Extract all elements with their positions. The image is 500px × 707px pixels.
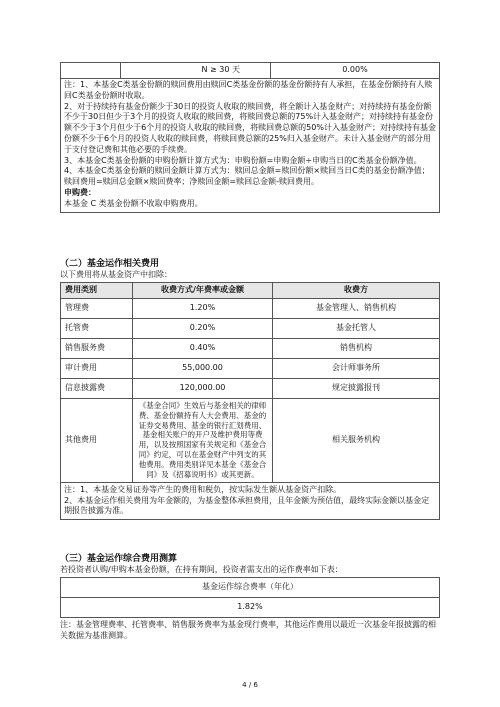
redemption-notes [60, 78, 440, 213]
operating-fees-notes [60, 483, 440, 520]
purchase-fee-label: 申购费： [64, 187, 96, 197]
table-row [61, 597, 440, 617]
note-paragraph: 3、本基金C类基金份额的申购份额计算方式为：申购份额=申购金额÷申购当日的C类基金份额净值。 [64, 155, 422, 165]
fee-type-cell: 审计费用 [61, 358, 133, 378]
fee-type-cell: 托管费 [61, 318, 133, 338]
section-title: （三）基金运作综合费用测算 [60, 554, 178, 564]
table-row [61, 63, 440, 79]
column-header: 收费方式/年费率或金额 [133, 282, 273, 298]
table-row [61, 318, 440, 338]
column-header: 收费方 [273, 282, 440, 298]
section-title: （二）基金运作相关费用 [60, 259, 160, 269]
fee-payee-cell: 相关服务机构 [273, 398, 440, 482]
section-intro: 以下费用将从基金资产中扣除： [60, 270, 172, 280]
fee-rate-cell: 120,000.00 [133, 378, 273, 398]
page-number: 4 / 6 [242, 681, 258, 689]
note-paragraph: 注：1、本基金C类基金份额的赎回费用由赎回C类基金份额的基金份额持有人承担，在基金份额持有人赎回C类基金份额时收取。 [64, 80, 433, 100]
operating-fees-table [60, 282, 440, 483]
redemption-rate-cell: 0.00% [271, 63, 440, 79]
holding-period-cell: N ≥ 30 天 [121, 63, 271, 79]
table-header-row [61, 282, 440, 298]
redemption-fee-tail-table [60, 62, 440, 79]
fee-rate-cell: 55,000.00 [133, 358, 273, 378]
note-paragraph: 注：基金管理费率、托管费率、销售服务费率为基金现行费率，其他运作费用以最近一次基金年报披露的相关数据为基准测算。 [60, 619, 436, 640]
fee-description-cell: 《基金合同》生效后与基金相关的律师费、基金份额持有人大会费用、基金的证券交易费用、基金的银行汇划费用、基金相关账户的开户及维护费用等费用，以及按照国家有关规定和《基金合同》约定，可以在基金财产中列支的其他费用。费用类别详见本基金《基金合同》及《招募说明书》或其更新。 [133, 398, 273, 482]
note-paragraph: 2、本基金运作相关费用为年金额的，为基金整体承担费用，且年金额为预估值，最终实际金额以基金定期报告披露为准。 [64, 495, 430, 516]
table-row [61, 398, 440, 482]
column-header: 费用类别 [61, 282, 133, 298]
table-row [61, 378, 440, 398]
fee-payee-cell: 基金托管人 [273, 318, 440, 338]
note-paragraph: 4、本基金C类基金份额的赎回金额计算方式为：赎回总金额=赎回份额×赎回当日C类的基金份额净值；赎回费用=赎回总金额×赎回费率；净赎回金额=赎回总金额-赎回费用。 [64, 166, 430, 187]
fee-type-cell: 其他费用 [61, 398, 133, 482]
fee-rate-cell: 0.40% [133, 338, 273, 358]
column-header: 基金运作综合费率（年化） [61, 577, 440, 597]
note-paragraph: 注：1、本基金交易证券等产生的费用和税负，按实际发生额从基金资产扣除。 [64, 484, 342, 494]
fee-type-cell: 信息披露费 [61, 378, 133, 398]
table-row [61, 298, 440, 318]
comprehensive-fee-table [60, 577, 440, 618]
section-comprehensive-fee [60, 553, 440, 642]
table-header-row [61, 577, 440, 597]
purchase-fee-text: 本基金 C 类基金份额不收取申购费用。 [64, 198, 203, 208]
table-row [61, 358, 440, 378]
fee-payee-cell: 规定披露报刊 [273, 378, 440, 398]
comprehensive-fee-note [60, 620, 440, 642]
section-operating-fees [60, 258, 440, 520]
table-row [61, 338, 440, 358]
note-paragraph: 2、对于持续持有基金份额少于30日的投资人收取的赎回费，将全额计入基金财产；对持续持有基金份额不少于30日但少于3个月的投资人收取的赎回费，将赎回费总额的75%计入基金财产；对持续持有基金份额不少于3个月但少于6个月的投资人收取的赎回费，将赎回费总额的50%计入基金财产；对持续持有基金份额不少于6个月的投资人收取的赎回费，将赎回费总额的25%归入基金财产。未计入基金财产的部分用于支付登记费和其他必要的手续费。 [64, 101, 436, 154]
fee-rate-cell: 0.20% [133, 318, 273, 338]
fee-payee-cell: 会计师事务所 [273, 358, 440, 378]
fee-type-cell: 管理费 [61, 298, 133, 318]
fee-payee-cell: 销售机构 [273, 338, 440, 358]
table-cell [61, 63, 121, 79]
fee-payee-cell: 基金管理人、销售机构 [273, 298, 440, 318]
fee-type-cell: 销售服务费 [61, 338, 133, 358]
section-intro: 若投资者认购/申购本基金份额，在持有期间，投资者需支出的运作费率如下表： [60, 565, 343, 575]
comprehensive-fee-value: 1.82% [61, 597, 440, 617]
fee-rate-cell: 1.20% [133, 298, 273, 318]
